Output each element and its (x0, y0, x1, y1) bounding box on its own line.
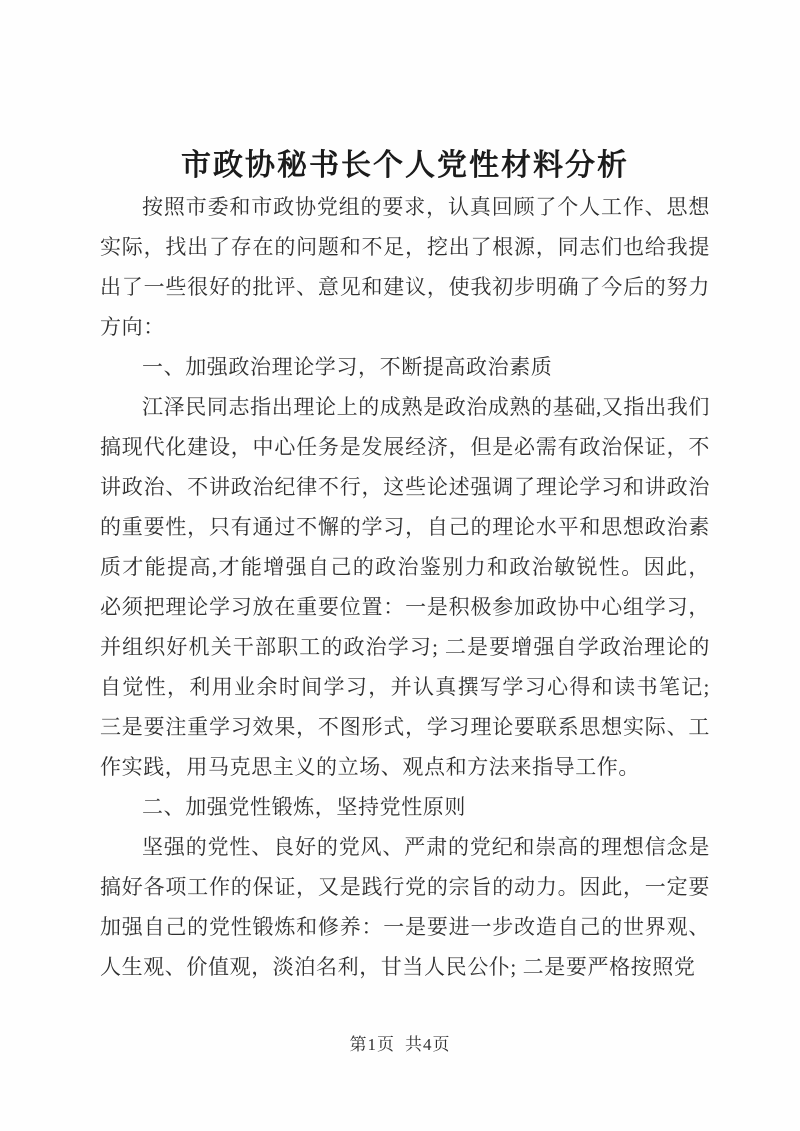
section-heading-2: 二、加强党性锻炼，坚持党性原则 (142, 795, 466, 819)
paragraph-theory-study: 江泽民同志指出理论上的成熟是政治成熟的基础,又指出我们搞现代化建设，中心任务是发展经济，但是必需有政治保证，不讲政治、不讲政治纪律不行，这些论述强调了理论学习和讲政治的重要性，只有通过不懈的学习，自己的理论水平和思想政治素质才能提高,才能增强自己的政治鉴别力和政治敏锐性。因此，必须把理论学习放在重要位置：一是积极参加政协中心组学习，并组织好机关干部职工的政治学习; 二是要增强自学政治理论的自觉性，利用业余时间学习，并认真撰写学习心得和读书笔记; 三是要注重学习效果，不图形式，学习理论要联系思想实际、工作实践，用马克思主义的立场、观点和方法来指导工作。 (100, 395, 710, 779)
paragraph-intro: 按照市委和市政协党组的要求，认真回顾了个人工作、思想实际，找出了存在的问题和不足，挖出了根源，同志们也给我提出了一些很好的批评、意见和建议，使我初步明确了今后的努力方向： (100, 195, 710, 339)
document-title: 市政协秘书长个人党性材料分析 (181, 149, 629, 182)
footer-page-number: 第1页 (349, 1035, 395, 1054)
document-body (100, 145, 710, 987)
page-footer (0, 1032, 800, 1058)
footer-total-pages: 共4页 (405, 1035, 451, 1054)
section-heading-1: 一、加强政治理论学习，不断提高政治素质 (142, 355, 553, 379)
paragraph-party-spirit: 坚强的党性、良好的党风、严肃的党纪和崇高的理想信念是搞好各项工作的保证，又是践行党的宗旨的动力。因此，一定要加强自己的党性锻炼和修养：一是要进一步改造自己的世界观、人生观、价值观，淡泊名利，甘当人民公仆; 二是要严格按照党 (100, 835, 710, 979)
